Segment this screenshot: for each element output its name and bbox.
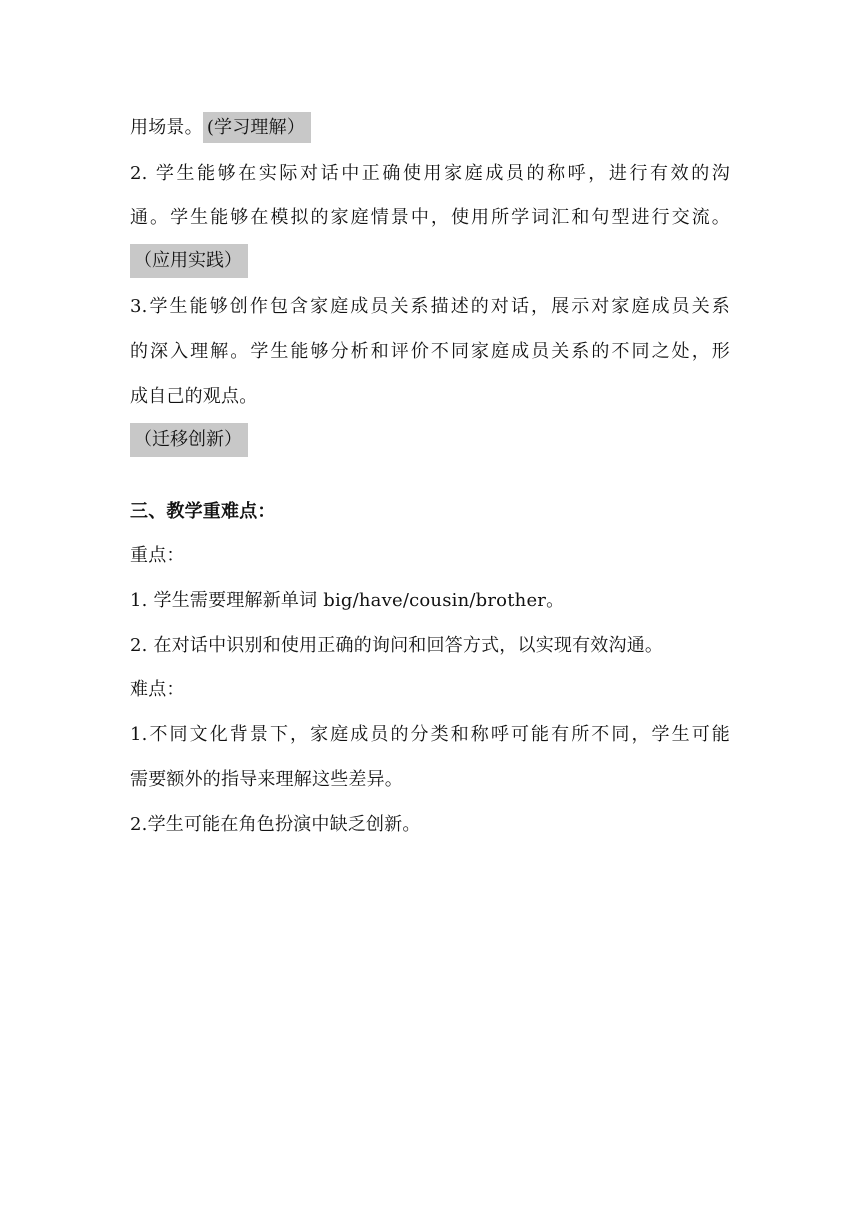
difficult-points-label: 难点： xyxy=(130,679,185,700)
difficult-point-item-1-line2: 需要额外的指导来理解这些差异。 xyxy=(130,769,403,790)
difficult-point-item-2: 2.学生可能在角色扮演中缺乏创新。 xyxy=(130,814,421,835)
goal3-line2: 的深入理解。学生能够分析和评价不同家庭成员关系的不同之处，形 xyxy=(130,341,730,362)
key-point-item-2: 2. 在对话中识别和使用正确的询问和回答方式，以实现有效沟通。 xyxy=(130,635,664,656)
goal2-level-tag: （应用实践） xyxy=(130,244,248,278)
section3-heading: 三、教学重难点： xyxy=(130,501,276,522)
difficult-point-item-1-line1: 1.不同文化背景下，家庭成员的分类和称呼可能有所不同，学生可能 xyxy=(130,724,730,745)
goal2-line1: 2. 学生能够在实际对话中正确使用家庭成员的称呼，进行有效的沟 xyxy=(130,163,730,184)
key-point-item-1: 1. 学生需要理解新单词 big/have/cousin/brother。 xyxy=(130,590,565,611)
goal1-continuation xyxy=(130,115,730,141)
key-points-label: 重点： xyxy=(130,545,185,566)
goal3-level-tag: （迁移创新） xyxy=(130,423,248,457)
goal3-line3: 成自己的观点。 xyxy=(130,386,258,407)
goal2-line2: 通。学生能够在模拟的家庭情景中，使用所学词汇和句型进行交流。 xyxy=(130,207,730,228)
goal1-level-tag: (学习理解） xyxy=(203,112,311,143)
goal3-line1: 3.学生能够创作包含家庭成员关系描述的对话，展示对家庭成员关系 xyxy=(130,296,730,317)
goal1-text: 用场景。 xyxy=(130,117,203,138)
